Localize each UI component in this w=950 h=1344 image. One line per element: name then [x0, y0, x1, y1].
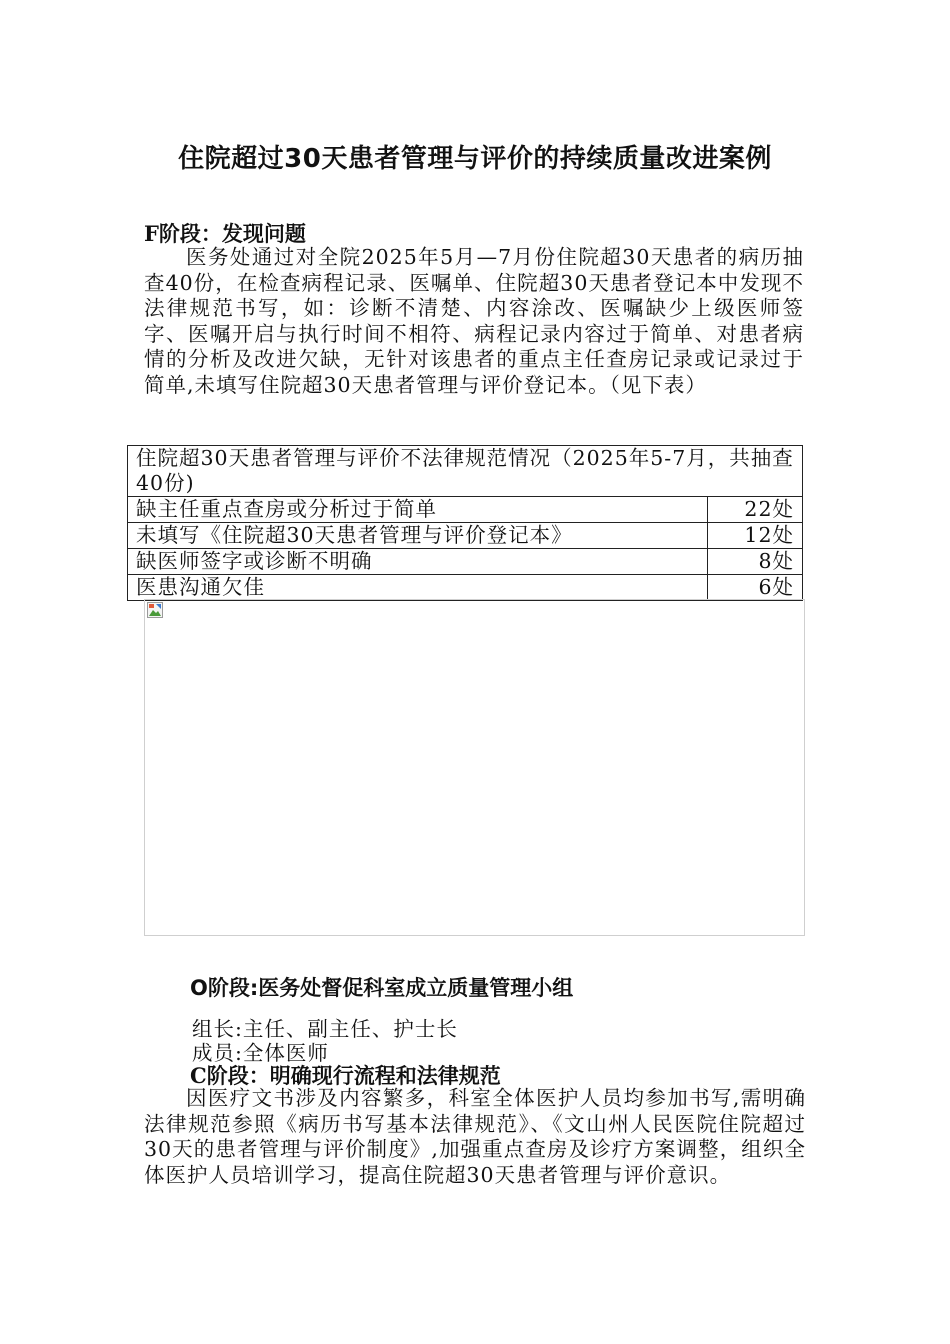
table-row [128, 523, 803, 549]
table-caption-row [128, 446, 803, 497]
table-cell-count: 8处 [708, 549, 803, 575]
violations-table [127, 445, 803, 601]
table-row [128, 575, 803, 601]
section-c-paragraph: 因医疗文书涉及内容繁多，科室全体医护人员均参加书写,需明确法律规范参照《病历书写基本法律规范》、《文山州人民医院住院超过30天的患者管理与评价制度》,加强重点查房及诊疗方案调整，组织全体医护人员培训学习，提高住院超30天患者管理与评价意识。 [144, 1086, 806, 1187]
section-f-paragraph: 医务处通过对全院2025年5月—7月份住院超30天患者的病历抽查40份，在检查病程记录、医嘱单、住院超30天患者登记本中发现不法律规范书写，如：诊断不清楚、内容涂改、医嘱缺少上级医师签字、医嘱开启与执行时间不相符、病程记录内容过于简单、对患者病情的分析及改进欠缺，无针对该患者的重点主任查房记录或记录过于简单,未填写住院超30天患者管理与评价登记本。（见下表） [144, 245, 804, 397]
table-cell-item: 未填写《住院超30天患者管理与评价登记本》 [128, 523, 708, 549]
table-cell-count: 22处 [708, 497, 803, 523]
section-f-heading: F阶段：发现问题 [144, 221, 306, 246]
table-cell-item: 缺主任重点查房或分析过于简单 [128, 497, 708, 523]
table-cell-item: 缺医师签字或诊断不明确 [128, 549, 708, 575]
table-row [128, 497, 803, 523]
section-c-heading: C阶段：明确现行流程和法律规范 [190, 1063, 501, 1088]
section-o-heading: O阶段:医务处督促科室成立质量管理小组 [190, 976, 574, 1000]
table-cell-count: 12处 [708, 523, 803, 549]
table-cell-count: 6处 [708, 575, 803, 601]
group-members-line: 成员:全体医师 [192, 1041, 329, 1065]
table-row [128, 549, 803, 575]
table-cell-item: 医患沟通欠佳 [128, 575, 708, 601]
table-caption: 住院超30天患者管理与评价不法律规范情况（2025年5-7月，共抽查40份) [128, 446, 803, 497]
broken-image-icon [147, 602, 163, 618]
document-title: 住院超过30天患者管理与评价的持续质量改进案例 [178, 144, 772, 174]
group-leader-line: 组长:主任、副主任、护士长 [192, 1017, 458, 1041]
image-placeholder [144, 599, 805, 936]
